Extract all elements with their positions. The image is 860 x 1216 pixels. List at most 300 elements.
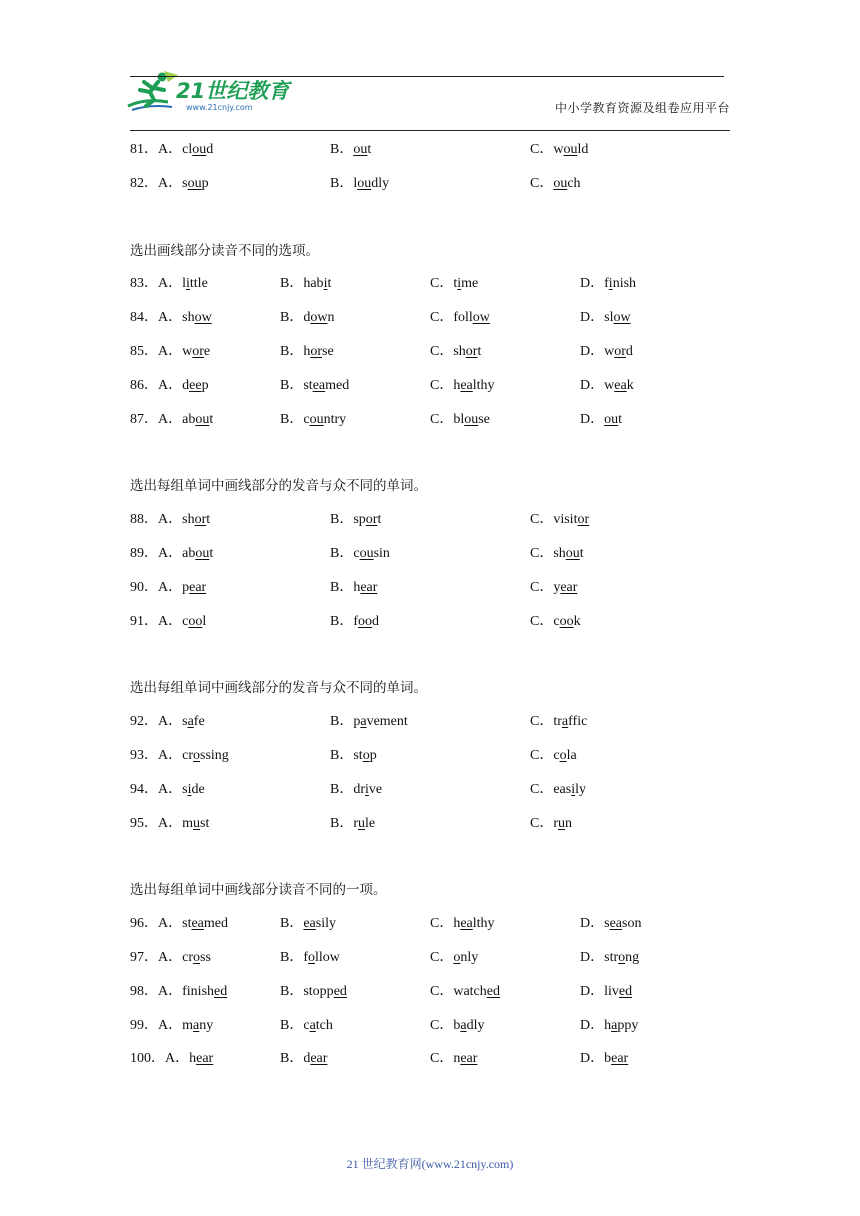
word-suffix: se <box>478 411 490 427</box>
underlined-part: ou <box>563 142 578 157</box>
option-label: A <box>158 1017 169 1033</box>
section-instruction: 选出每组单词中画线部分读音不同的一项。 <box>130 882 387 899</box>
option-d: D．finish <box>580 276 637 292</box>
option-label: D <box>580 949 591 965</box>
option-a: 84．A．show <box>130 310 212 326</box>
option-label: C <box>430 983 440 999</box>
option-d: D．bear <box>580 1051 629 1067</box>
word-prefix: r <box>553 815 559 831</box>
underlined-part: i <box>187 781 192 797</box>
option-word <box>453 950 478 965</box>
option-label: B <box>280 411 290 427</box>
underlined-part: a <box>561 714 569 730</box>
option-c: C．traffic <box>530 714 588 730</box>
underlined-part: ou <box>195 545 210 561</box>
option-word <box>182 580 206 595</box>
option-label: C <box>430 1017 440 1033</box>
page-footer: 21 世纪教育网(www.21cnjy.com) <box>346 1157 514 1171</box>
option-word <box>182 782 205 797</box>
word-suffix: ssing <box>200 747 229 763</box>
option-label: B <box>330 613 340 629</box>
underlined-part: ow <box>194 310 212 326</box>
word-suffix: le <box>365 815 376 831</box>
option-word <box>353 142 371 157</box>
question-row <box>130 411 750 445</box>
section-instruction: 选出画线部分读音不同的选项。 <box>130 242 319 259</box>
word-suffix: d <box>625 343 633 359</box>
option-label: B <box>280 310 290 326</box>
word-suffix: e <box>203 343 211 359</box>
word-prefix: c <box>303 411 310 427</box>
option-label: A <box>158 983 169 999</box>
option-d: D．happy <box>580 1017 639 1033</box>
option-label: B <box>280 1051 290 1067</box>
word-suffix: t <box>579 545 584 561</box>
option-label: B <box>280 276 290 292</box>
word-suffix: ve <box>368 781 383 797</box>
word-prefix: finish <box>182 983 215 999</box>
word-suffix: t <box>377 512 382 528</box>
underlined-part: ea <box>312 377 326 393</box>
option-word <box>353 782 382 797</box>
word-suffix: k <box>626 377 634 393</box>
word-prefix: h <box>303 343 311 359</box>
option-word <box>303 310 334 325</box>
option-word <box>453 412 490 427</box>
option-word <box>353 176 389 191</box>
word-suffix: n <box>327 310 335 326</box>
option-a: 95．A．must <box>130 815 210 831</box>
word-suffix: ly <box>575 781 587 797</box>
underlined-part: i <box>365 781 369 797</box>
word-prefix: sl <box>604 310 614 326</box>
option-word <box>303 276 331 291</box>
svg-text:21世纪教育: 21世纪教育 <box>176 79 290 103</box>
word-prefix: c <box>182 613 189 629</box>
underlined-part: oo <box>188 613 203 629</box>
question-row <box>130 175 750 209</box>
option-word <box>303 1018 333 1033</box>
option-label: B <box>280 377 290 393</box>
word-prefix: liv <box>604 983 619 999</box>
word-suffix: me <box>461 276 479 292</box>
option-word <box>182 378 208 393</box>
word-prefix: s <box>182 175 188 191</box>
option-label: A <box>158 781 169 797</box>
word-prefix: sh <box>182 512 195 528</box>
option-label: A <box>158 512 169 528</box>
question-number: 85 <box>130 343 144 359</box>
word-prefix: b <box>453 1017 461 1033</box>
word-prefix: n <box>453 1051 461 1067</box>
question-row <box>130 343 750 377</box>
option-word <box>453 1018 484 1033</box>
option-a: 82．A．soup <box>130 175 209 191</box>
option-a: 81．A．cloud <box>130 142 214 157</box>
option-word <box>189 1051 213 1066</box>
word-prefix: l <box>353 175 358 191</box>
underlined-part: ee <box>189 377 202 393</box>
word-prefix: c <box>303 1017 310 1033</box>
option-word <box>353 512 381 527</box>
underlined-part: oo <box>358 613 373 629</box>
word-suffix: t <box>209 411 214 427</box>
option-label: C <box>430 916 440 932</box>
option-a: 86．A．deep <box>130 377 209 393</box>
option-label: C <box>430 276 440 292</box>
option-a: 99．A．many <box>130 1017 214 1033</box>
option-label: A <box>165 1051 176 1067</box>
underlined-part: or <box>365 512 378 528</box>
word-suffix: d <box>372 613 380 629</box>
option-label: B <box>330 512 340 528</box>
option-label: A <box>158 747 169 763</box>
word-prefix: d <box>182 377 190 393</box>
section-gap <box>130 646 750 679</box>
option-word <box>553 512 589 527</box>
option-a: 83．A．little <box>130 276 208 292</box>
word-suffix: med <box>203 916 229 932</box>
section-instruction: 选出每组单词中画线部分的发音与众不同的单词。 <box>130 478 427 495</box>
question-number: 96 <box>130 916 144 932</box>
word-suffix: sily <box>315 916 337 932</box>
option-b: B．easily <box>280 916 337 932</box>
underlined-part: ea <box>614 377 627 393</box>
question-number: 98 <box>130 983 144 999</box>
underlined-part: a <box>460 1017 467 1033</box>
option-label: C <box>430 310 440 326</box>
option-word <box>553 614 580 629</box>
underlined-part: ea <box>191 916 204 932</box>
option-word <box>182 142 213 157</box>
word-suffix: t <box>618 411 623 427</box>
word-prefix: st <box>353 747 363 763</box>
word-prefix: sp <box>353 512 366 528</box>
option-b: B．stop <box>330 747 377 763</box>
word-prefix: stopp <box>303 983 334 999</box>
option-c: C．time <box>430 276 479 292</box>
underlined-part: ed <box>486 983 500 999</box>
option-label: C <box>430 377 440 393</box>
word-prefix: h <box>353 579 361 595</box>
word-suffix: med <box>325 377 350 393</box>
underlined-part: ou <box>187 175 202 191</box>
underlined-part: ed <box>333 983 347 999</box>
underlined-part: ear <box>611 1051 629 1067</box>
underlined-part: o <box>193 949 201 965</box>
option-a: 94．A．side <box>130 781 205 797</box>
underlined-part: a <box>187 714 194 730</box>
question-row <box>130 613 750 647</box>
word-prefix: st <box>182 916 192 932</box>
option-word <box>182 344 210 359</box>
word-prefix: s <box>182 714 188 730</box>
word-prefix: p <box>353 714 361 730</box>
option-word <box>353 714 407 729</box>
option-label: C <box>530 142 540 157</box>
question-row <box>130 275 750 309</box>
word-suffix: n <box>565 815 573 831</box>
underlined-part: ou <box>359 545 374 561</box>
underlined-part: ow <box>613 310 631 326</box>
underlined-part: ou <box>553 175 568 191</box>
exercise-content <box>130 141 750 1084</box>
question-row <box>130 309 750 343</box>
option-word <box>553 714 587 729</box>
word-prefix: cl <box>182 142 193 157</box>
option-label: A <box>158 377 169 393</box>
option-d: D．lived <box>580 983 633 999</box>
underlined-part: ed <box>214 983 228 999</box>
header-rule-top <box>130 76 724 77</box>
word-suffix: p <box>369 747 377 763</box>
option-label: B <box>280 916 290 932</box>
underlined-part: o <box>362 747 370 763</box>
underlined-part: ou <box>565 545 580 561</box>
underlined-part: o <box>193 747 201 763</box>
word-prefix: eas <box>553 781 572 797</box>
option-b: B．dear <box>280 1051 328 1067</box>
word-suffix: son <box>622 916 642 932</box>
word-prefix: w <box>182 343 193 359</box>
word-prefix: c <box>353 545 360 561</box>
word-prefix: w <box>604 377 615 393</box>
option-c: C．follow <box>430 310 490 326</box>
word-prefix: ab <box>182 545 196 561</box>
option-b: B．horse <box>280 343 334 359</box>
underlined-part: o <box>453 949 461 965</box>
word-suffix: sin <box>373 545 390 561</box>
underlined-part: o <box>618 949 626 965</box>
word-prefix: p <box>182 579 190 595</box>
word-suffix: de <box>191 781 205 797</box>
word-prefix: sh <box>453 343 466 359</box>
word-prefix: cr <box>182 747 194 763</box>
option-label: D <box>580 411 591 427</box>
word-suffix: lthy <box>472 377 495 393</box>
option-word <box>604 344 633 359</box>
underlined-part: ear <box>310 1051 328 1067</box>
word-suffix: ttle <box>189 276 208 292</box>
option-c: C．near <box>430 1051 478 1067</box>
option-word <box>182 614 206 629</box>
word-suffix: dly <box>371 175 390 191</box>
option-word <box>353 816 375 831</box>
word-suffix: st <box>200 815 210 831</box>
option-a: 93．A．crossing <box>130 747 229 763</box>
word-prefix: str <box>604 949 619 965</box>
underlined-part: i <box>323 276 328 292</box>
option-word <box>182 916 228 931</box>
option-label: D <box>580 983 591 999</box>
question-number: 95 <box>130 815 144 831</box>
underlined-part: or <box>465 343 478 359</box>
option-b: B．drive <box>330 781 383 797</box>
option-b: B．cousin <box>330 545 390 561</box>
underlined-part: ea <box>303 916 316 932</box>
question-row <box>130 377 750 411</box>
option-word <box>453 378 494 393</box>
option-word <box>553 142 588 157</box>
option-label: A <box>158 411 169 427</box>
option-label: C <box>430 949 440 965</box>
question-row <box>130 747 750 781</box>
word-prefix: c <box>553 613 560 629</box>
option-label: A <box>158 142 169 157</box>
option-word <box>182 748 229 763</box>
question-row <box>130 713 750 747</box>
option-word <box>182 512 210 527</box>
word-prefix: sh <box>182 310 195 326</box>
option-label: A <box>158 815 169 831</box>
underlined-part: ou <box>357 175 372 191</box>
question-number: 100 <box>130 1051 151 1067</box>
question-number: 91 <box>130 613 144 629</box>
word-suffix: ntry <box>323 411 347 427</box>
option-label: B <box>330 142 340 157</box>
option-label: D <box>580 276 591 292</box>
option-label: A <box>158 714 169 730</box>
word-prefix: hab <box>303 276 324 292</box>
underlined-part: a <box>360 714 367 730</box>
option-word <box>453 276 478 291</box>
word-suffix: dly <box>466 1017 485 1033</box>
question-number: 87 <box>130 411 144 427</box>
option-d: D．season <box>580 916 642 932</box>
underlined-part: i <box>608 276 613 292</box>
option-label: C <box>530 747 540 763</box>
section-gap <box>130 209 750 242</box>
underlined-part: a <box>309 1017 316 1033</box>
word-suffix: p <box>201 377 209 393</box>
word-prefix: dr <box>353 781 366 797</box>
question-row <box>130 949 750 983</box>
option-c: C．cola <box>530 747 577 763</box>
underlined-part: i <box>186 276 190 292</box>
option-c: C．cook <box>530 613 581 629</box>
word-prefix: m <box>182 1017 194 1033</box>
word-prefix: ab <box>182 411 196 427</box>
question-row <box>130 579 750 613</box>
option-label: C <box>530 613 540 629</box>
option-word <box>453 916 494 931</box>
option-word <box>553 176 580 191</box>
underlined-part: o <box>559 747 567 763</box>
option-word <box>604 378 634 393</box>
option-label: D <box>580 1017 591 1033</box>
option-c: C．ouch <box>530 175 581 191</box>
underlined-part: ou <box>309 411 324 427</box>
option-word <box>303 1051 327 1066</box>
option-d: D．out <box>580 411 623 427</box>
option-label: C <box>530 512 540 528</box>
underlined-part: i <box>457 276 462 292</box>
option-a: 89．A．about <box>130 545 214 561</box>
option-label: A <box>158 613 169 629</box>
question-row <box>130 545 750 579</box>
question-number: 89 <box>130 545 144 561</box>
option-word <box>604 412 622 427</box>
option-label: B <box>280 949 290 965</box>
option-b: B．down <box>280 310 335 326</box>
underlined-part: ou <box>192 142 207 157</box>
option-label: A <box>158 343 169 359</box>
option-word <box>353 580 377 595</box>
option-c: C．healthy <box>430 916 495 932</box>
option-c: C．easily <box>530 781 587 797</box>
word-prefix: bl <box>453 411 465 427</box>
option-label: C <box>430 1051 440 1067</box>
option-c: C．blouse <box>430 411 490 427</box>
option-label: C <box>530 815 540 831</box>
option-word <box>303 916 336 931</box>
option-word <box>182 950 211 965</box>
option-word <box>453 310 490 325</box>
option-c: C．run <box>530 815 573 831</box>
option-a: 90．A．pear <box>130 579 207 595</box>
word-suffix: ld <box>577 142 589 157</box>
option-b: B．country <box>280 411 347 427</box>
option-a: 91．A．cool <box>130 613 207 629</box>
underlined-part: ou <box>353 142 368 157</box>
option-b: B．out <box>330 142 372 157</box>
question-number: 92 <box>130 714 144 730</box>
word-prefix: r <box>353 815 359 831</box>
option-word <box>604 984 632 999</box>
section-gap <box>130 444 750 477</box>
option-b: B．hear <box>330 579 378 595</box>
option-c: C．short <box>430 343 482 359</box>
option-word <box>182 714 205 729</box>
option-word <box>453 1051 477 1066</box>
word-prefix: tr <box>553 714 562 730</box>
option-c: C．shout <box>530 545 584 561</box>
word-prefix: w <box>604 343 615 359</box>
option-d: D．weak <box>580 377 634 393</box>
question-row <box>130 141 750 175</box>
option-b: B．habit <box>280 276 332 292</box>
word-prefix: foll <box>453 310 473 326</box>
option-label: A <box>158 579 169 595</box>
underlined-part: ou <box>195 411 210 427</box>
underlined-part: or <box>310 343 323 359</box>
header-rule-bottom <box>130 130 730 131</box>
option-label: C <box>530 545 540 561</box>
option-a: 97．A．cross <box>130 949 211 965</box>
underlined-part: ea <box>460 916 473 932</box>
word-suffix: p <box>201 175 209 191</box>
question-number: 88 <box>130 512 144 528</box>
option-word <box>553 580 577 595</box>
section-instruction: 选出每组单词中画线部分的发音与众不同的单词。 <box>130 680 427 697</box>
underlined-part: ed <box>618 983 633 999</box>
option-label: A <box>158 949 169 965</box>
word-prefix: st <box>303 377 313 393</box>
option-label: C <box>530 781 540 797</box>
underlined-part: oo <box>559 613 574 629</box>
option-d: D．slow <box>580 310 631 326</box>
option-word <box>303 950 340 965</box>
word-suffix: ny <box>199 1017 214 1033</box>
underlined-part: or <box>194 512 207 528</box>
word-suffix: ss <box>200 949 211 965</box>
option-b: B．loudly <box>330 175 390 191</box>
question-number: 83 <box>130 276 144 292</box>
question-number: 81 <box>130 142 144 157</box>
option-label: B <box>330 545 340 561</box>
option-a: 100．A．hear <box>130 1051 214 1067</box>
question-row <box>130 815 750 849</box>
